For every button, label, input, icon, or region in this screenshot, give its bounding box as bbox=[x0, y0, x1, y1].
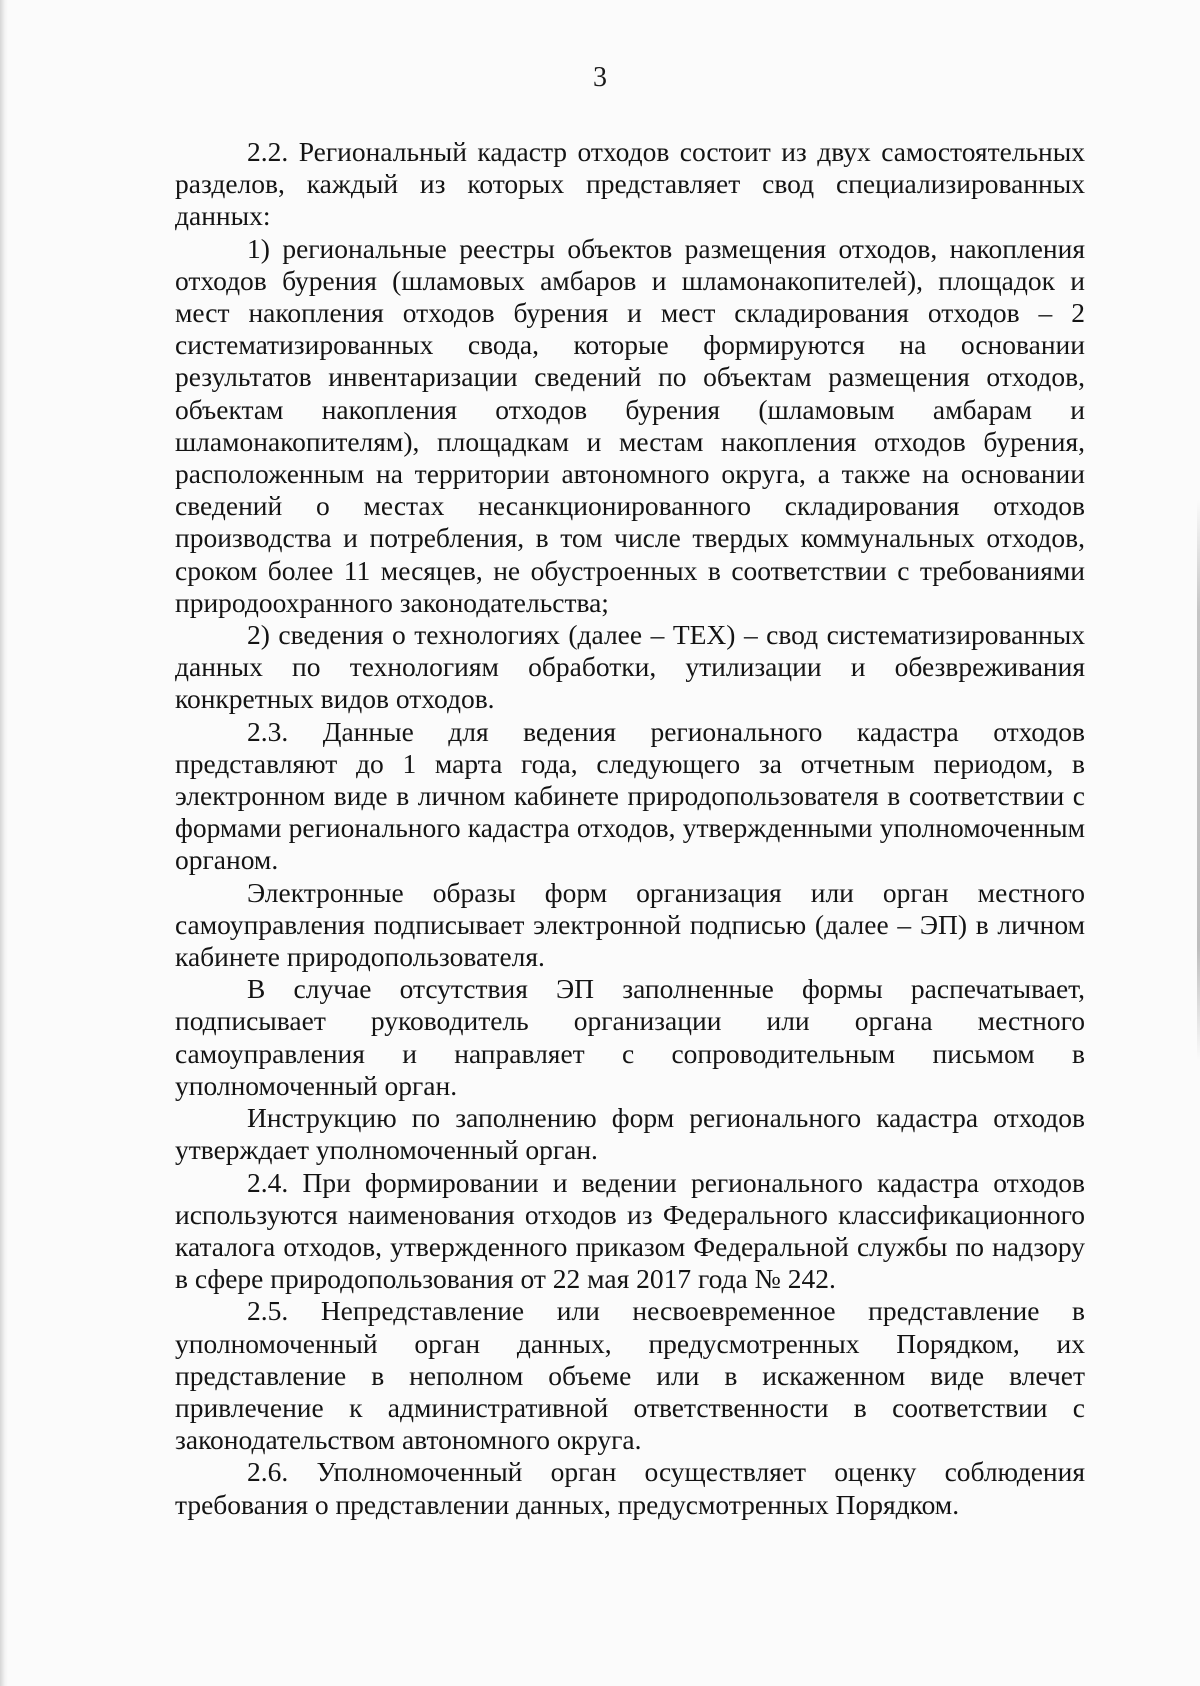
paragraph-2-6: 2.6. Уполномоченный орган осуществляет оценку соблюдения требования о представлении данных, предусмотренных Порядком. bbox=[175, 1456, 1085, 1520]
page-number: 3 bbox=[593, 62, 607, 93]
paragraph-2-5: 2.5. Непредставление или несвоевременное представление в уполномоченный орган данных, предусмотренных Порядком, их представление в неполном объеме или в искаженном виде влечет привлечение к административной ответственности в соответствии с законодательством автономного округа. bbox=[175, 1295, 1085, 1456]
scan-edge-left bbox=[0, 0, 8, 1686]
paragraph-2-2: 2.2. Региональный кадастр отходов состоит из двух самостоятельных разделов, каждый из которых представляет свод специализированных данных: bbox=[175, 136, 1085, 232]
paragraph-2-4: 2.4. При формировании и ведении регионального кадастра отходов используются наименования отходов из Федерального классификационного каталога отходов, утвержденного приказом Федеральной службы по надзору в сфере природопользования от 22 мая 2017 года № 242. bbox=[175, 1166, 1085, 1295]
paragraph-2-2-item-1: 1) региональные реестры объектов размещения отходов, накопления отходов бурения (шламовых амбаров и шламонакопителей), площадок и мест накопления отходов бурения и мест складирования отходов – 2 систематизированных свода, которые формируются на основании результатов инвентаризации сведений по объектам размещения отходов, объектам накопления отходов бурения (шламовым амбарам и шламонакопителям), площадкам и местам накопления отходов бурения, расположенным на территории автономного округа, а также на основании сведений о местах несанкционированного складирования отходов производства и потребления, в том числе твердых коммунальных отходов, сроком более 11 месяцев, не обустроенных в соответствии с требованиями природоохранного законодательства; bbox=[175, 232, 1085, 618]
paragraph-2-2-item-2: 2) сведения о технологиях (далее – ТЕХ) – свод систематизированных данных по технологиям обработки, утилизации и обезвреживания конкретных видов отходов. bbox=[175, 619, 1085, 715]
paragraph-electronic-forms: Электронные образы форм организация или орган местного самоуправления подписывает электронной подписью (далее – ЭП) в личном кабинете природопользователя. bbox=[175, 876, 1085, 973]
paragraph-2-3: 2.3. Данные для ведения регионального кадастра отходов представляют до 1 марта года, следующего за отчетным периодом, в электронном виде в личном кабинете природопользователя в соответствии с формами регионального кадастра отходов, утвержденными уполномоченным органом. bbox=[175, 715, 1085, 876]
paragraph-no-signature: В случае отсутствия ЭП заполненные формы распечатывает, подписывает руководитель организации или органа местного самоуправления и направляет с сопроводительным письмом в уполномоченный орган. bbox=[175, 973, 1085, 1101]
paragraph-instruction: Инструкцию по заполнению форм регионального кадастра отходов утверждает уполномоченный орган. bbox=[175, 1102, 1085, 1166]
document-body bbox=[175, 136, 1085, 1521]
